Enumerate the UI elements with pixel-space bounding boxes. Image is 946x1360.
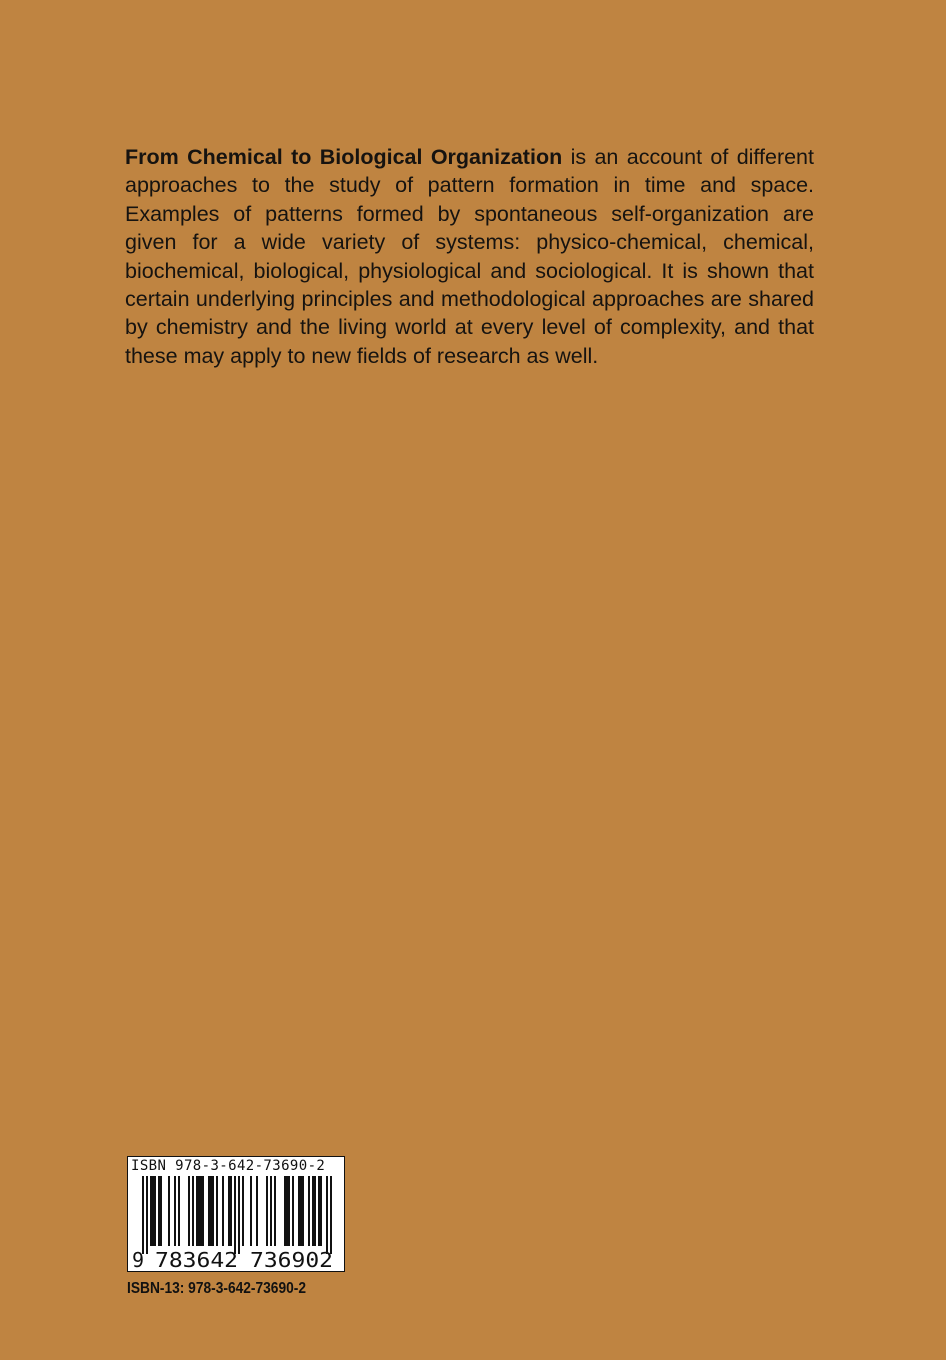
barcode-bar	[142, 1176, 144, 1254]
blurb-text: is an account of different approaches to the study of pattern formation in time and space. Examples of patterns formed by spontaneous self-organization are given for a wide variety of systems: physico-chemical, chemical, biochemical, biological, physiological and sociological. It is shown that certain underlying principles and methodological approaches are shared by chemistry and the living world at every level of complexity, and that these may apply to new fields of research as well.	[125, 145, 814, 368]
back-cover-blurb	[125, 143, 814, 370]
barcode-bar	[178, 1176, 180, 1246]
barcode-bar	[318, 1176, 322, 1246]
isbn-13-label: ISBN-13: 978-3-642-73690-2	[127, 1280, 306, 1297]
barcode-right-digits: 736902	[250, 1248, 333, 1272]
barcode-bar	[208, 1176, 214, 1246]
barcode-bar	[228, 1176, 232, 1246]
barcode-bar	[188, 1176, 190, 1246]
barcode-bar	[250, 1176, 252, 1246]
barcode-bar	[150, 1176, 156, 1246]
barcode-bar	[326, 1176, 328, 1254]
barcode-bars	[128, 1176, 345, 1272]
barcode-bar	[330, 1176, 332, 1254]
barcode-bar	[158, 1176, 162, 1246]
barcode-bar	[242, 1176, 244, 1246]
barcode-bar	[308, 1176, 310, 1246]
barcode-bar	[238, 1176, 240, 1254]
barcode-bar	[298, 1176, 304, 1246]
barcode-bar	[174, 1176, 176, 1246]
barcode-bar	[222, 1176, 224, 1246]
barcode-bar	[146, 1176, 148, 1254]
barcode-bar	[292, 1176, 294, 1246]
barcode-bar	[168, 1176, 170, 1246]
barcode-isbn-label: ISBN 978-3-642-73690-2	[131, 1158, 326, 1174]
barcode-first-digit: 9	[132, 1248, 145, 1272]
barcode-bar	[216, 1176, 218, 1246]
barcode-bar-group	[142, 1176, 332, 1254]
book-title: From Chemical to Biological Organization	[125, 145, 563, 169]
barcode-bar	[270, 1176, 272, 1246]
barcode-bar	[256, 1176, 258, 1246]
barcode-bar	[284, 1176, 290, 1246]
barcode-bar	[196, 1176, 204, 1246]
barcode-bar	[266, 1176, 268, 1246]
barcode-bar	[192, 1176, 194, 1246]
barcode-bar	[234, 1176, 236, 1254]
barcode-bar	[312, 1176, 316, 1246]
barcode-bar	[274, 1176, 276, 1246]
barcode-left-digits: 783642	[155, 1248, 238, 1272]
isbn-barcode	[127, 1156, 345, 1272]
